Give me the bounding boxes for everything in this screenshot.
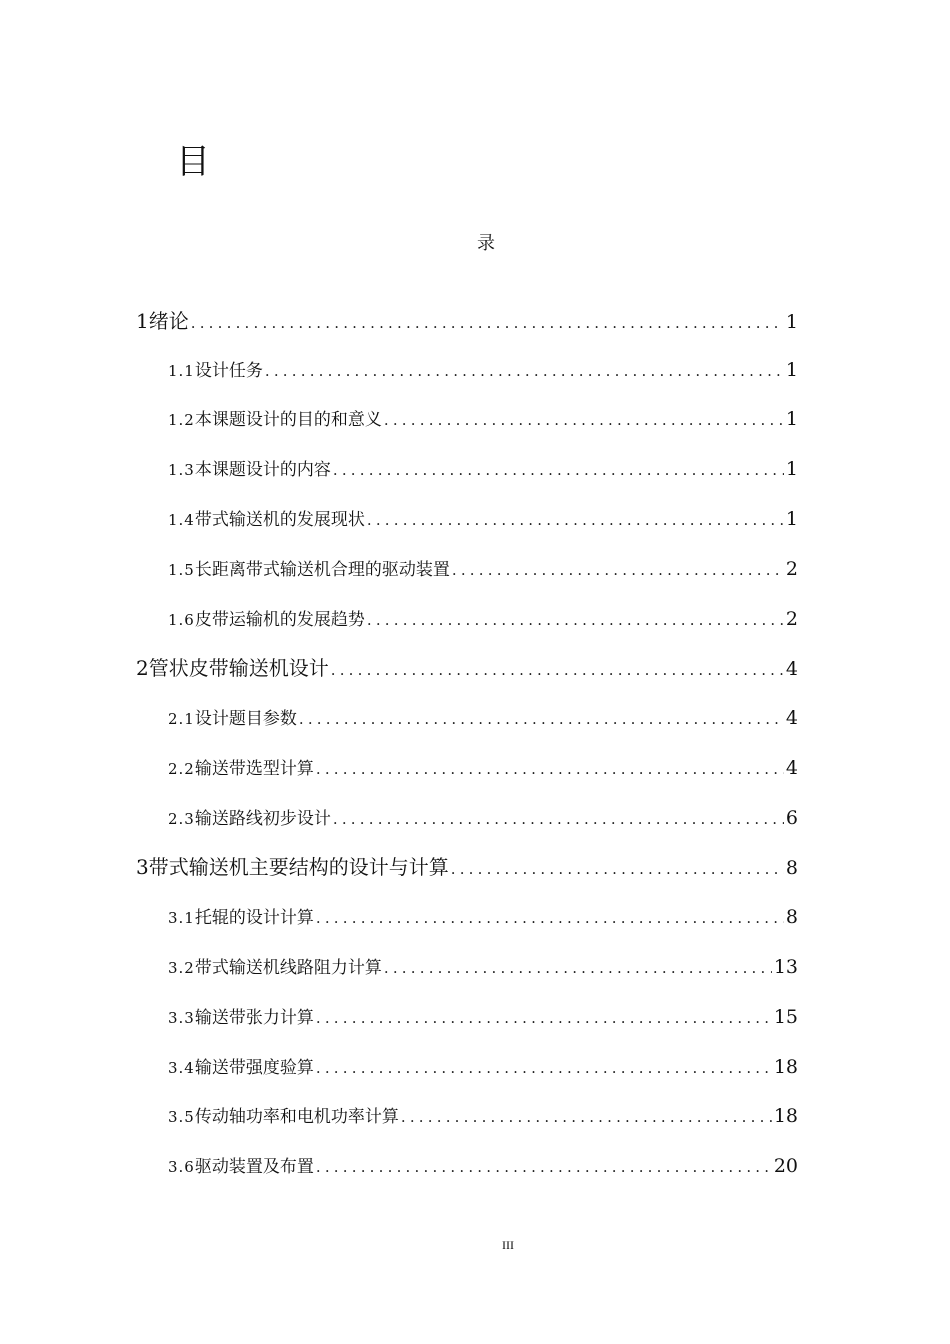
toc-entry-page: 18 xyxy=(773,1105,798,1127)
toc-leader-dots xyxy=(316,909,784,927)
toc-leader-dots xyxy=(384,411,784,429)
toc-entry-page: 4 xyxy=(785,757,798,779)
toc-heading-part2: 录 xyxy=(477,233,495,254)
toc-leader-dots xyxy=(265,362,784,380)
toc-entry-label: 1.4带式输送机的发展现状 xyxy=(168,510,365,530)
toc-entry-label: 1.6皮带运输机的发展趋势 xyxy=(168,610,365,630)
toc-entry-label: 3.5传动轴功率和电机功率计算 xyxy=(168,1107,399,1127)
toc-entry-label: 1.1设计任务 xyxy=(168,361,263,381)
toc-entry-label: 1.2本课题设计的目的和意义 xyxy=(168,410,382,430)
toc-leader-dots xyxy=(316,1009,772,1027)
toc-entry-page: 4 xyxy=(785,658,798,680)
toc-entry[interactable] xyxy=(168,1003,798,1031)
toc-entry[interactable] xyxy=(136,851,798,881)
toc-entry-label: 1.3本课题设计的内容 xyxy=(168,460,331,480)
toc-entry-page: 1 xyxy=(785,508,798,530)
toc-entry[interactable] xyxy=(168,605,798,633)
toc-entry-page: 18 xyxy=(773,1056,798,1078)
toc-entry[interactable] xyxy=(168,903,798,931)
toc-entry[interactable] xyxy=(168,754,798,782)
toc-leader-dots xyxy=(191,314,784,332)
toc-leader-dots xyxy=(333,461,784,479)
toc-entry-page: 2 xyxy=(785,558,798,580)
toc-leader-dots xyxy=(316,760,784,778)
toc-entry-label: 3.6驱动装置及布置 xyxy=(168,1157,314,1177)
toc-entry[interactable] xyxy=(168,455,798,483)
toc-leader-dots xyxy=(316,1158,772,1176)
toc-entry[interactable] xyxy=(168,704,798,732)
toc-leader-dots xyxy=(333,810,784,828)
toc-entry[interactable] xyxy=(168,555,798,583)
toc-entry[interactable] xyxy=(168,804,798,832)
page-number-footer: III xyxy=(502,1238,514,1252)
toc-leader-dots xyxy=(384,959,772,977)
toc-entry-page: 6 xyxy=(785,807,798,829)
toc-leader-dots xyxy=(452,561,784,579)
toc-entry-label: 3.4输送带强度验算 xyxy=(168,1058,314,1078)
toc-entry-label: 3.2带式输送机线路阻力计算 xyxy=(168,958,382,978)
toc-entry[interactable] xyxy=(136,652,798,682)
toc-entry-page: 4 xyxy=(785,707,798,729)
toc-leader-dots xyxy=(331,661,784,679)
toc-entry-label: 3带式输送机主要结构的设计与计算 xyxy=(136,855,449,879)
toc-entry-label: 1绪论 xyxy=(136,309,189,333)
toc-leader-dots xyxy=(401,1108,772,1126)
toc-entry-label: 2.2输送带选型计算 xyxy=(168,759,314,779)
toc-entry-label: 2.3输送路线初步设计 xyxy=(168,809,331,829)
toc-entry[interactable] xyxy=(168,1102,798,1130)
toc-entry-page: 13 xyxy=(773,956,798,978)
toc-entry[interactable] xyxy=(168,356,798,384)
toc-entry[interactable] xyxy=(168,405,798,433)
toc-leader-dots xyxy=(367,511,784,529)
toc-entry-label: 2.1设计题目参数 xyxy=(168,709,297,729)
toc-entry-page: 1 xyxy=(785,458,798,480)
toc-entry-label: 1.5长距离带式输送机合理的驱动装置 xyxy=(168,560,450,580)
toc-heading-part1: 目 xyxy=(176,142,210,182)
toc-leader-dots xyxy=(451,860,784,878)
toc-leader-dots xyxy=(367,611,784,629)
toc-leader-dots xyxy=(299,710,784,728)
toc-entry[interactable] xyxy=(168,1053,798,1081)
toc-entry-label: 3.1托辊的设计计算 xyxy=(168,908,314,928)
toc-entry-page: 20 xyxy=(773,1155,798,1177)
toc-entry[interactable] xyxy=(136,305,798,335)
toc-entry-page: 1 xyxy=(785,311,798,333)
toc-entry-page: 1 xyxy=(785,359,798,381)
toc-entry-page: 2 xyxy=(785,608,798,630)
toc-leader-dots xyxy=(316,1059,772,1077)
toc-entry-page: 8 xyxy=(785,857,798,879)
toc-entry-label: 2管状皮带输送机设计 xyxy=(136,656,329,680)
toc-entry[interactable] xyxy=(168,1152,798,1180)
toc-entry-page: 1 xyxy=(785,408,798,430)
toc-entry-page: 8 xyxy=(785,906,798,928)
toc-entry[interactable] xyxy=(168,953,798,981)
toc-entry[interactable] xyxy=(168,505,798,533)
toc-entry-page: 15 xyxy=(773,1006,798,1028)
toc-entry-label: 3.3输送带张力计算 xyxy=(168,1008,314,1028)
